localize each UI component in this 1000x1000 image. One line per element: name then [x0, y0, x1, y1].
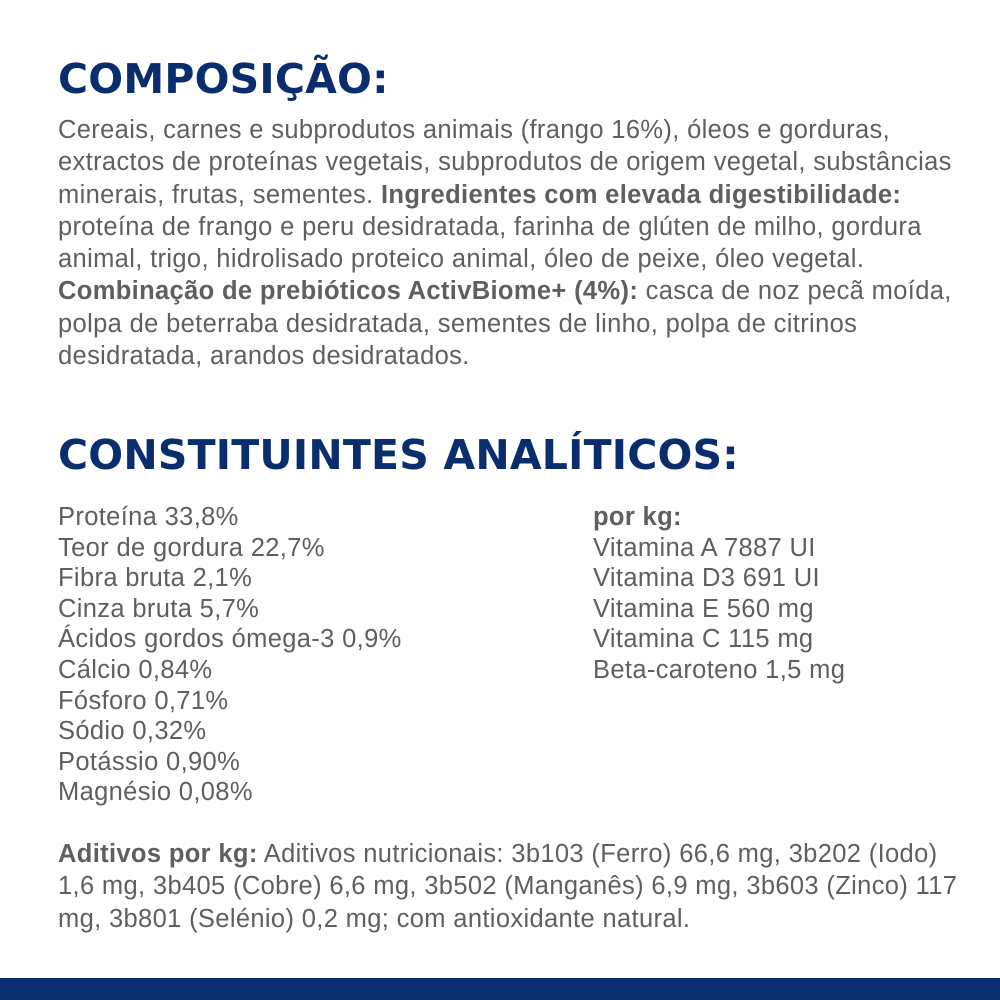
- list-item: Vitamina A 7887 UI: [593, 533, 816, 562]
- list-item: Fibra bruta 2,1%: [58, 564, 253, 593]
- prebiotic-text: casca de noz pecã moída, polpa de beterraba desidratada, sementes de linho, polpa de citrinos desidratada, arandos desidratados.: [58, 277, 952, 371]
- list-item: Potássio 0,90%: [58, 747, 241, 776]
- list-item: Vitamina C 115 mg: [593, 625, 814, 654]
- composicao-text: [58, 114, 973, 372]
- list-item: Proteína 33,8%: [58, 503, 239, 531]
- list-item: Vitamina E 560 mg: [593, 594, 814, 623]
- list-item: Ácidos gordos ómega-3 0,9%: [58, 625, 402, 654]
- aditivos-body: Aditivos nutricionais: 3b103 (Ferro) 66,6 mg, 3b202 (Iodo) 1,6 mg, 3b405 (Cobre) 6,6 mg, 3b502 (Manganês) 6,9 mg, 3b603 (Zinco) 117 mg, 3b801 (Selénio) 0,2 mg; com antioxidante natural.: [58, 840, 958, 933]
- digestibility-label: Ingredientes com elevada digestibilidade:: [381, 180, 902, 209]
- analytical-constituents-list: [58, 502, 402, 808]
- prebiotic-label: Combinação de prebióticos ActivBiome+ (4%):: [58, 277, 639, 306]
- per-kg-label: por kg:: [593, 503, 682, 531]
- list-item: Beta-caroteno 1,5 mg: [593, 655, 846, 684]
- list-item: Magnésio 0,08%: [58, 778, 253, 807]
- list-item: Sódio 0,32%: [58, 717, 207, 746]
- list-item: Cálcio 0,84%: [58, 655, 213, 684]
- vitamins-list: [593, 502, 845, 686]
- bottom-bar: [0, 978, 1000, 1000]
- digestibility-text: proteína de frango e peru desidratada, farinha de glúten de milho, gordura animal, trigo, hidrolisado proteico animal, óleo de peixe, óleo vegetal.: [58, 212, 922, 274]
- composicao-heading: COMPOSIÇÃO:: [58, 55, 389, 103]
- list-item: Vitamina D3 691 UI: [593, 564, 820, 593]
- list-item: Teor de gordura 22,7%: [58, 533, 325, 562]
- aditivos-text: [58, 838, 973, 935]
- composicao-intro: Cereais, carnes e subprodutos animais (frango 16%), óleos e gorduras, extractos de proteínas vegetais, subprodutos de origem vegetal, substâncias minerais, frutas, sementes.: [58, 116, 952, 209]
- list-item: Fósforo 0,71%: [58, 686, 229, 715]
- list-item: Cinza bruta 5,7%: [58, 594, 260, 623]
- constituintes-heading: CONSTITUINTES ANALÍTICOS:: [58, 431, 739, 479]
- aditivos-label: Aditivos por kg:: [58, 840, 258, 868]
